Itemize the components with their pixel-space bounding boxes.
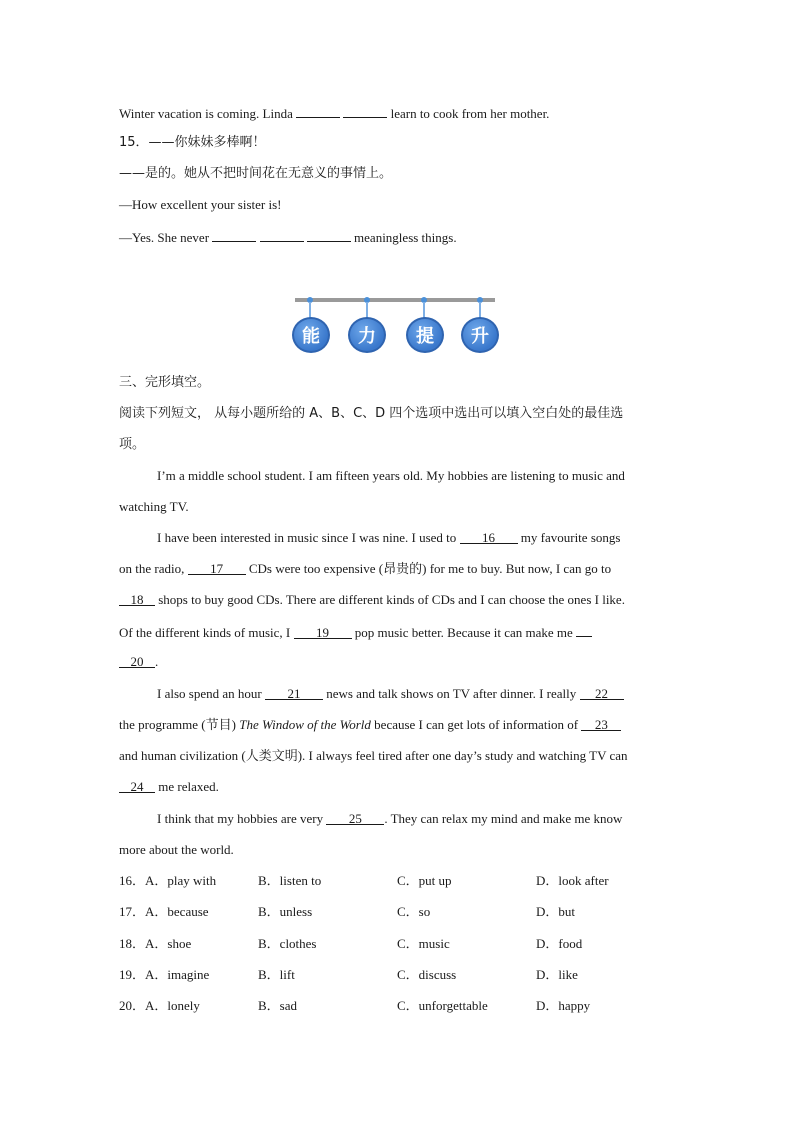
q15-chinese-line-1: 15．——你妹妹多棒啊！ [119, 135, 266, 150]
blank-20-start[interactable] [576, 622, 592, 637]
answer-blank[interactable] [296, 103, 340, 118]
blank-17[interactable]: 17 [188, 560, 246, 575]
passage-p2-line3: 18 shops to buy good CDs. There are different kinds of CDs and I can choose the ones I like. [119, 591, 625, 609]
passage-p4: I think that my hobbies are very 25 . They can relax my mind and make me know [157, 811, 623, 826]
passage-p2-line4: Of the different kinds of music, I 19 pop music better. Because it can make me [119, 622, 592, 642]
passage-p3-line4: 24 me relaxed. [119, 778, 219, 796]
answer-blank[interactable] [260, 227, 304, 242]
q14-sentence: Winter vacation is coming. Linda learn to cook from her mother. [119, 103, 549, 123]
answer-blank[interactable] [343, 103, 387, 118]
option-c[interactable]: C．unforgettable [397, 998, 488, 1013]
blank-16[interactable]: 16 [460, 529, 518, 544]
option-b[interactable]: B．lift [258, 967, 295, 982]
option-c[interactable]: C．put up [397, 873, 452, 888]
option-row-19: 19．A．imagine [119, 967, 210, 982]
banner-rail [295, 298, 495, 302]
blank-25[interactable]: 25 [326, 810, 384, 825]
banner-stem [479, 302, 481, 318]
q15-chinese-line-2: ——是的。她从不把时间花在无意义的事情上。 [119, 166, 393, 181]
option-row-20: 20．A．lonely [119, 998, 200, 1013]
answer-blank[interactable] [212, 227, 256, 242]
option-b[interactable]: B．unless [258, 904, 313, 919]
option-c[interactable]: C．so [397, 904, 431, 919]
section-title: 三、完形填空。 [119, 375, 211, 390]
passage-p4-line2: more about the world. [119, 842, 234, 857]
option-d[interactable]: D．like [536, 967, 578, 982]
option-row-16: 16．A．play with [119, 873, 217, 888]
option-d[interactable]: D．look after [536, 873, 609, 888]
passage-p2-line2: on the radio, 17 CDs were too expensive (昂贵的) for me to buy. But now, I can go to [119, 561, 612, 576]
option-c[interactable]: C．music [397, 936, 450, 951]
option-a[interactable]: A．imagine [145, 967, 210, 982]
blank-21[interactable]: 21 [265, 685, 323, 700]
blank-24[interactable]: 24 [119, 778, 155, 793]
passage-p3-line2: the programme (节目) The Window of the World because I can get lots of information of 23 [119, 716, 621, 734]
option-b[interactable]: B．listen to [258, 873, 322, 888]
blank-22[interactable]: 22 [580, 685, 624, 700]
ability-improvement-banner [292, 296, 498, 356]
section-instructions: 阅读下列短文， 从每小题所给的 A、B、C、D 四个选项中选出可以填入空白处的最佳选 [119, 406, 624, 421]
blank-18[interactable]: 18 [119, 591, 155, 606]
passage-p2: I have been interested in music since I was nine. I used to 16 my favourite songs [157, 530, 621, 545]
banner-stem [366, 302, 368, 318]
option-a[interactable]: A．shoe [145, 936, 192, 951]
option-d[interactable]: D．but [536, 904, 576, 919]
option-d[interactable]: D．food [536, 936, 583, 951]
passage-p1: I’m a middle school student. I am fifteen years old. My hobbies are listening to music and [157, 468, 625, 483]
option-a[interactable]: A．play with [145, 873, 217, 888]
option-a[interactable]: A．because [145, 904, 209, 919]
option-d[interactable]: D．happy [536, 998, 591, 1013]
q15-english-line-1: —How excellent your sister is! [119, 197, 282, 212]
passage-p1-cont: watching TV. [119, 499, 189, 514]
answer-blank[interactable] [307, 227, 351, 242]
option-a[interactable]: A．lonely [145, 998, 200, 1013]
passage-p3: I also spend an hour 21 news and talk shows on TV after dinner. I really 22 [157, 685, 624, 703]
option-row-17: 17．A．because [119, 904, 209, 919]
passage-p3-line3: and human civilization (人类文明). I always feel tired after one day’s study and watching TV can [119, 748, 628, 763]
option-b[interactable]: B．sad [258, 998, 298, 1013]
option-row-18: 18．A．shoe [119, 936, 192, 951]
banner-stem [309, 302, 311, 318]
banner-char: 升 [461, 317, 499, 353]
banner-char: 能 [292, 317, 330, 353]
option-c[interactable]: C．discuss [397, 967, 457, 982]
blank-20[interactable]: 20 [119, 653, 155, 668]
blank-23[interactable]: 23 [581, 716, 621, 731]
banner-char: 提 [406, 317, 444, 353]
passage-p2-line5: 20 . [119, 653, 158, 671]
banner-char: 力 [348, 317, 386, 353]
option-b[interactable]: B．clothes [258, 936, 317, 951]
q15-english-line-2: —Yes. She never meaningless things. [119, 227, 457, 247]
section-instructions-cont: 项。 [119, 437, 146, 452]
blank-19[interactable]: 19 [294, 624, 352, 639]
banner-stem [423, 302, 425, 318]
